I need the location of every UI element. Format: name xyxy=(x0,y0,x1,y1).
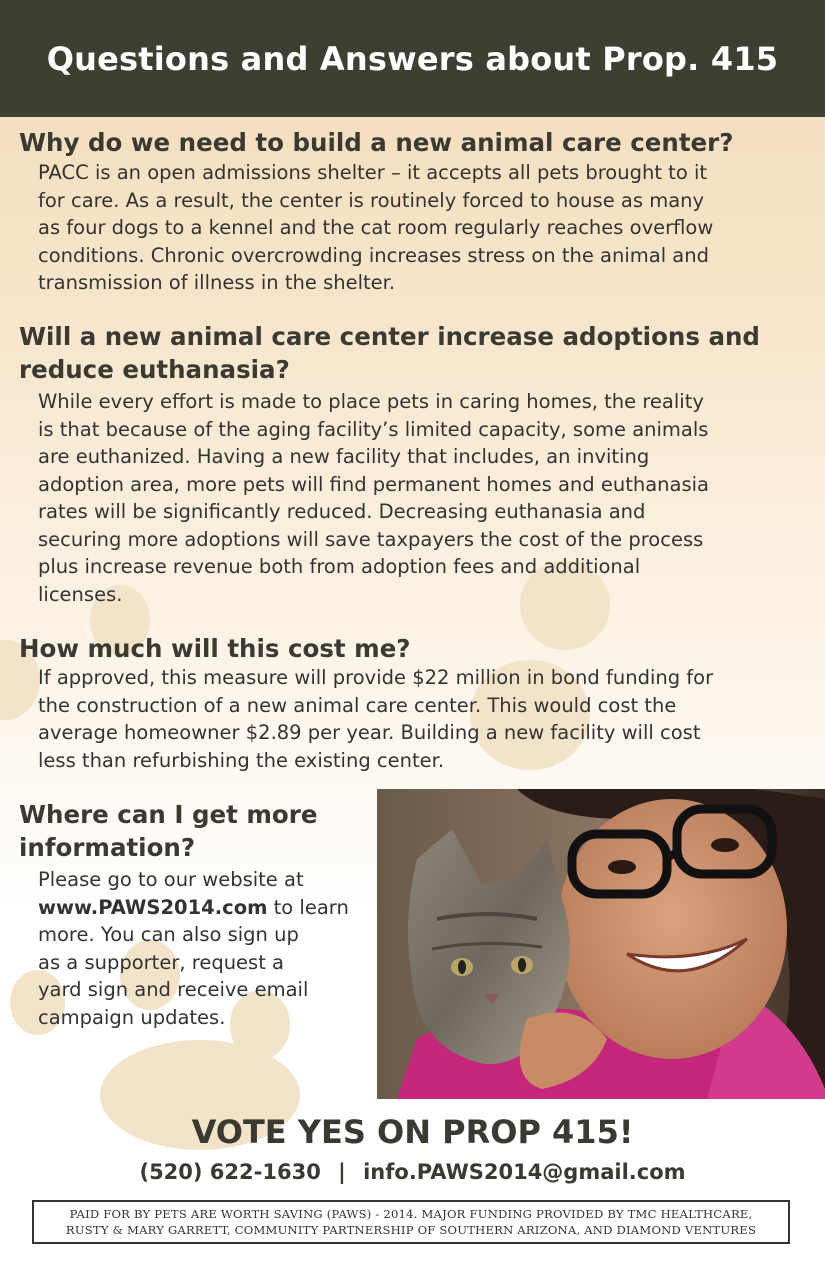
question-line: information? xyxy=(19,833,196,862)
question-information xyxy=(19,798,317,864)
answer-adoptions xyxy=(38,388,709,608)
answer-line: for care. As a result, the center is routinely forced to house as many xyxy=(38,188,705,212)
email-address[interactable]: info.PAWS2014@gmail.com xyxy=(363,1160,686,1184)
question-cost: How much will this cost me? xyxy=(19,634,411,663)
answer-line: adoption area, more pets will find permanent homes and euthanasia xyxy=(38,472,709,496)
answer-need xyxy=(38,159,713,297)
answer-line: is that because of the aging facility’s limited capacity, some animals xyxy=(38,417,709,441)
answer-text: to learn xyxy=(267,895,349,919)
page-title: Questions and Answers about Prop. 415 xyxy=(46,39,779,78)
question-line: Will a new animal care center increase adoptions and xyxy=(19,322,760,351)
vote-yes-heading: VOTE YES ON PROP 415! xyxy=(191,1113,634,1151)
question-adoptions xyxy=(19,320,760,386)
answer-line: more. You can also sign up xyxy=(38,923,299,946)
answer-line xyxy=(38,894,349,922)
answer-line: the construction of a new animal care center. This would cost the xyxy=(38,693,677,717)
question-line: Where can I get more xyxy=(19,800,318,829)
answer-line: rates will be significantly reduced. Decreasing euthanasia and xyxy=(38,500,646,523)
website-link[interactable]: www.PAWS2014.com xyxy=(38,895,268,919)
answer-line: If approved, this measure will provide $22 million in bond funding for xyxy=(38,666,714,689)
answer-line: PACC is an open admissions shelter – it accepts all pets brought to it xyxy=(38,161,708,184)
answer-line: as four dogs to a kennel and the cat room regularly reaches overflow xyxy=(38,216,714,239)
page-header xyxy=(0,0,825,117)
answer-line: average homeowner $2.89 per year. Building a new facility will cost xyxy=(38,721,701,744)
answer-line: While every effort is made to place pets in caring homes, the reality xyxy=(38,390,704,413)
answer-cost xyxy=(38,664,713,774)
disclaimer-line: RUSTY & MARY GARRETT, COMMUNITY PARTNERSHIP OF SOUTHERN ARIZONA, AND DIAMOND VENTURES xyxy=(65,1223,757,1237)
question-line: reduce euthanasia? xyxy=(19,355,290,384)
answer-line: Please go to our website at xyxy=(38,868,304,891)
answer-line: licenses. xyxy=(38,582,123,606)
answer-line: yard sign and receive email xyxy=(38,978,309,1001)
answer-line: conditions. Chronic overcrowding increases stress on the animal and xyxy=(38,243,709,267)
phone-number[interactable]: (520) 622-1630 xyxy=(139,1160,321,1184)
contact-separator: | xyxy=(338,1160,346,1184)
answer-line: plus increase revenue both from adoption fees and additional xyxy=(38,555,641,578)
woman-with-kitten-photo xyxy=(377,789,825,1099)
answer-line: as a supporter, request a xyxy=(38,950,285,974)
contact-line xyxy=(0,1160,825,1184)
answer-information xyxy=(38,866,349,1031)
answer-line: less than refurbishing the existing center. xyxy=(38,748,445,772)
answer-line: are euthanized. Having a new facility that includes, an inviting xyxy=(38,445,650,468)
paid-for-disclaimer xyxy=(32,1200,790,1244)
disclaimer-line: PAID FOR BY PETS ARE WORTH SAVING (PAWS) - 2014. MAJOR FUNDING PROVIDED BY TMC HEALTHCARE, xyxy=(69,1207,753,1221)
answer-line: campaign updates. xyxy=(38,1005,226,1029)
question-need: Why do we need to build a new animal care center? xyxy=(19,128,734,157)
answer-line: securing more adoptions will save taxpayers the cost of the process xyxy=(38,527,704,551)
answer-line: transmission of illness in the shelter. xyxy=(38,271,396,294)
